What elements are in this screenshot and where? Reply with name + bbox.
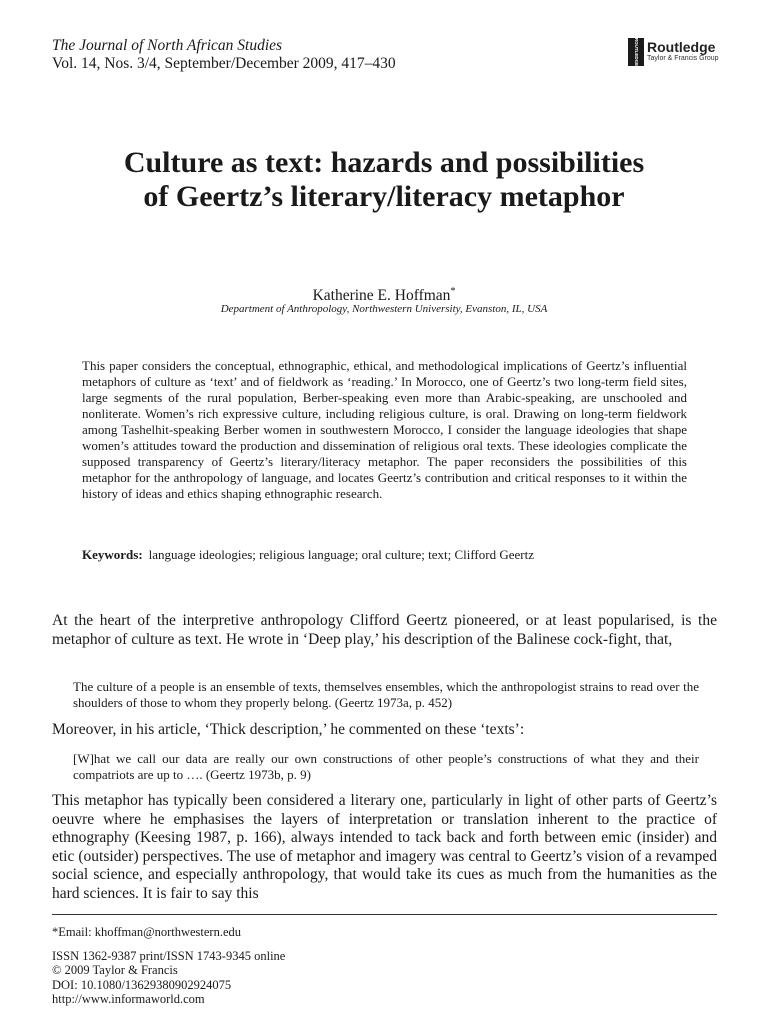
footnote-divider: [52, 914, 717, 915]
footnote-url[interactable]: http://www.informaworld.com: [52, 992, 205, 1006]
article-title-line-1: Culture as text: hazards and possibilities: [123, 146, 645, 179]
keywords-label: Keywords:: [82, 547, 143, 562]
author-name: Katherine E. Hoffman: [312, 287, 451, 304]
footnote-email: *Email: khoffman@northwestern.edu: [52, 925, 242, 939]
footnote-doi: DOI: 10.1080/13629380902924075: [52, 977, 232, 992]
journal-title: The Journal of North African Studies: [52, 37, 283, 54]
publisher-logo: [628, 38, 728, 68]
author-footnote-marker: *: [450, 285, 456, 297]
keywords-list: language ideologies; religious language; oral culture; text; Clifford Geertz: [148, 547, 534, 562]
abstract: This paper considers the conceptual, ethnographic, ethical, and methodological implications of Geertz’s influential metaphors of culture as ‘text’ and of fieldwork as ‘reading.’ In Morocco, one of Geertz’s two long-term field sites, large segments of the rural population, Berber-speaking even more than Arabic-speaking, are unschooled and nonliterate. Women’s rich expressive culture, including religious culture, is oral. Drawing on long-term fieldwork among Tashelhit-speaking Berber women in southwestern Morocco, I consider the language ideologies that shape women’s attitudes toward the production and dissemination of religious oral texts. These ideologies complicate the supposed transparency of Geertz’s literary/literacy metaphor. The paper reconsiders the possibilities of this metaphor for the anthropology of language, and locates Geertz’s contribution and critical responses to it within the history of ideas and ethics shaping ethnographic research.: [82, 358, 687, 501]
journal-issue-line: Vol. 14, Nos. 3/4, September/December 2009, 417–430: [52, 55, 396, 72]
publisher-vertical-text: ROUTLEDGE: [633, 38, 639, 66]
author-affiliation: Department of Anthropology, Northwestern University, Evanston, IL, USA: [220, 303, 548, 315]
footnotes: [52, 925, 285, 1007]
block-quote-2: [W]hat we call our data are really our own constructions of other people’s constructions of what they and their compatriots are up to …. (Geertz 1973b, p. 9): [73, 751, 699, 782]
keywords: [82, 547, 687, 563]
article-title: [40, 146, 728, 214]
body-paragraph-2: Moreover, in his article, ‘Thick description,’ he commented on these ‘texts’:: [52, 721, 525, 738]
footnote-copyright: © 2009 Taylor & Francis: [52, 963, 178, 977]
footnote-issn: ISSN 1362-9387 print/ISSN 1743-9345 online: [52, 948, 286, 963]
block-quote-1: The culture of a people is an ensemble of texts, themselves ensembles, which the anthropologist strains to read over the shoulders of those to whom they properly belong. (Geertz 1973a, p. 452): [73, 679, 699, 710]
routledge-logo-icon: [628, 38, 644, 66]
body-paragraph-3: This metaphor has typically been considered a literary one, particularly in light of other parts of Geertz’s oeuvre where he emphasises the layers of interpretation or translation inherent to the practice of ethnography (Keesing 1987, p. 166), always intended to tack back and forth between emic (insider) and etic (outsider) perspectives. The use of metaphor and imagery was central to Geertz’s vision of a revamped social science, and especially anthropology, that would take its cues as much from the humanities as the hard sciences. It is fair to say this: [52, 792, 717, 902]
body-paragraph-1: At the heart of the interpretive anthropology Clifford Geertz pioneered, or at least popularised, is the metaphor of culture as text. He wrote in ‘Deep play,’ his description of the Balinese cock-fight, that,: [52, 612, 717, 648]
article-title-line-2: of Geertz’s literary/literacy metaphor: [143, 180, 625, 213]
publisher-subtitle: Taylor & Francis Group: [647, 55, 719, 62]
publisher-name: Routledge: [647, 39, 716, 55]
